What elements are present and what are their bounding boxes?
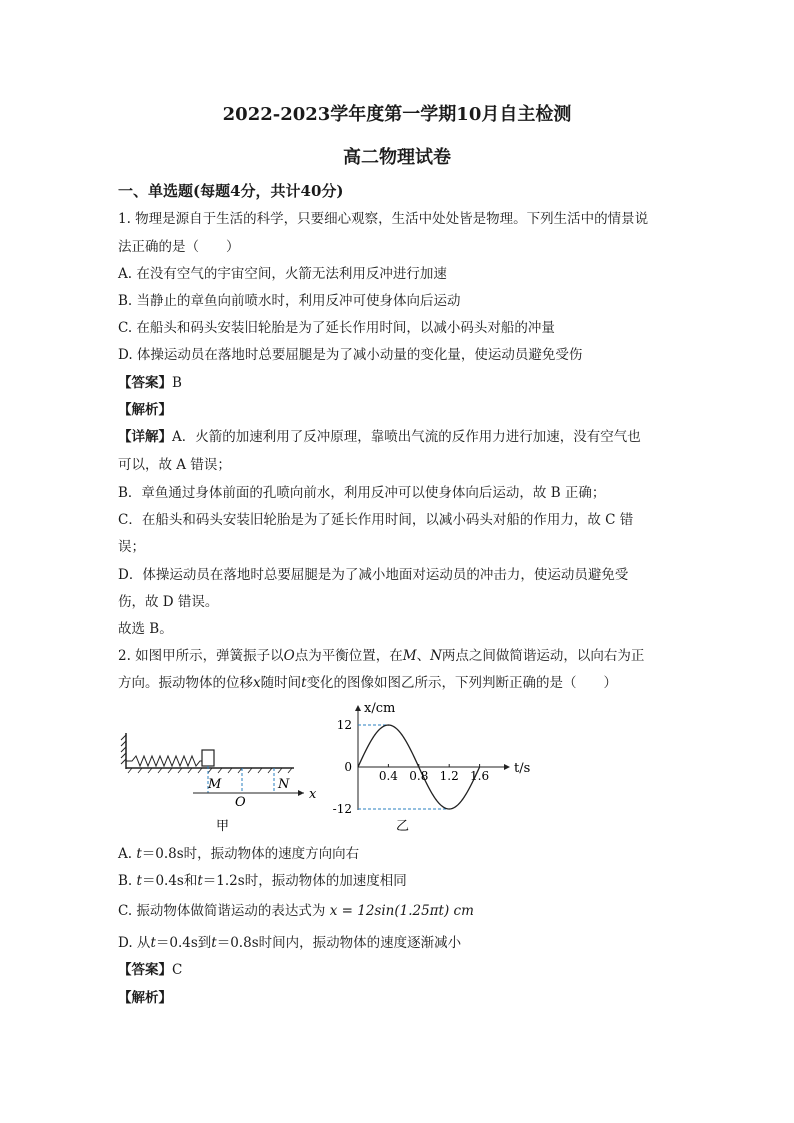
chart-y-tick-label: 12 xyxy=(336,718,352,732)
q2-option-c-formula: x = 12sin(1.25πt) cm xyxy=(329,903,474,919)
caption-jia: 甲 xyxy=(216,819,230,834)
q1-conclusion: 故选 B。 xyxy=(118,621,173,637)
q1-detail-c2: 误； xyxy=(118,539,145,555)
q2-option-d xyxy=(118,934,461,952)
oscillator-block xyxy=(202,750,214,766)
q1-detail-label: 【详解】 xyxy=(118,429,172,445)
chart-point xyxy=(373,737,374,738)
q2-stem-text: 、 xyxy=(416,648,431,664)
q2-option-d-text: ＝0.8s时间内，振动物体的速度逐渐减小 xyxy=(216,935,462,951)
chart-x-tick-label: 0.8 xyxy=(409,769,429,783)
label-m: M xyxy=(208,777,222,792)
q1-stem-line1: 1. 物理是源自于生活的科学，只要细心观察，生活中处处皆是物理。下列生活中的情景说 xyxy=(118,211,649,227)
symbol-t: t xyxy=(197,873,203,889)
q2-option-d-prefix: D. 从 xyxy=(118,935,151,951)
chart-point xyxy=(433,796,434,797)
chart-point xyxy=(403,737,404,738)
q2-stem-text: 方向。振动物体的位移 xyxy=(118,675,253,691)
q1-detail-b: B．章鱼通过身体前面的孔喷向前水，利用反冲可以使身体向后运动，故 B 正确； xyxy=(118,485,606,501)
q2-stem-text: 点为平衡位置，在 xyxy=(294,648,403,664)
q2-option-c-text: C. 振动物体做简谐运动的表达式为 xyxy=(118,903,326,919)
chart-point xyxy=(464,796,465,797)
q1-option-a: A. 在没有空气的宇宙空间，火箭无法利用反冲进行加速 xyxy=(118,266,447,282)
label-x: x xyxy=(309,787,317,802)
q2-stem-text: 变化的图像如图乙所示，下列判断正确的是（ ） xyxy=(306,675,618,691)
chart-ylabel: x/cm xyxy=(364,701,396,716)
q2-stem-line1 xyxy=(118,647,644,665)
q2-option-b xyxy=(118,872,407,890)
q2-option-b-text: ＝1.2s时，振动物体的加速度相同 xyxy=(202,873,407,889)
q1-detail-a2: 可以，故 A 错误； xyxy=(118,457,231,473)
q2-stem-text: 两点之间做简谐运动，以向右为正 xyxy=(441,648,645,664)
q1-detail-d2: 伤，故 D 错误。 xyxy=(118,594,219,610)
q1-answer xyxy=(118,374,182,392)
q2-option-b-prefix: B. xyxy=(118,873,137,889)
q1-answer-value: B xyxy=(172,375,182,391)
q1-stem-line2: 法正确的是（ ） xyxy=(118,239,240,255)
q1-answer-label: 【答案】 xyxy=(118,375,172,391)
q2-option-a xyxy=(118,845,359,863)
symbol-t: t xyxy=(136,873,142,889)
chart-x-tick-label: 1.2 xyxy=(439,769,459,783)
label-o: O xyxy=(235,795,246,810)
chart-y-tick-label: -12 xyxy=(332,802,352,816)
q2-symbol-x: x xyxy=(253,675,261,691)
label-n: N xyxy=(278,777,290,792)
spring xyxy=(126,756,202,766)
chart-x-tick-label: 0.4 xyxy=(378,769,398,783)
q1-detail-a1 xyxy=(118,428,641,446)
q1-option-b: B. 当静止的章鱼向前喷水时，利用反冲可使身体向后运动 xyxy=(118,293,461,309)
q1-analysis-label: 【解析】 xyxy=(118,402,172,418)
exam-subtitle: 高二物理试卷 xyxy=(343,147,451,168)
x-axis-arrow xyxy=(298,790,304,796)
chart-point xyxy=(357,766,358,767)
caption-yi: 乙 xyxy=(396,819,410,834)
chart-y-ticks xyxy=(333,718,352,816)
chart-point xyxy=(449,808,450,809)
symbol-t: t xyxy=(150,935,156,951)
q2-answer xyxy=(118,961,182,979)
q1-detail-a1-text: A．火箭的加速利用了反冲原理，靠喷出气流的反作用力进行加速，没有空气也 xyxy=(172,429,641,445)
q2-option-d-text: ＝0.4s到 xyxy=(155,935,212,951)
q2-option-a-prefix: A. xyxy=(118,846,137,862)
q1-option-c: C. 在船头和码头安装旧轮胎是为了延长作用时间，以减小码头对船的冲量 xyxy=(118,320,555,336)
q1-detail-d1: D．体操运动员在落地时总要屈腿是为了减小地面对运动员的冲击力，使运动员避免受 xyxy=(118,567,629,583)
symbol-t: t xyxy=(211,935,217,951)
exam-title: 2022-2023学年度第一学期10月自主检测 xyxy=(222,104,572,125)
chart-xlabel: t/s xyxy=(514,761,531,776)
q2-symbol-o: O xyxy=(283,648,295,664)
symbol-t: t xyxy=(136,846,142,862)
chart-point xyxy=(388,724,389,725)
section-heading: 一、单选题(每题4分，共计40分) xyxy=(118,182,344,200)
q1-detail-c1: C．在船头和码头安装旧轮胎是为了延长作用时间，以减小码头对船的作用力，故 C 错 xyxy=(118,512,634,528)
q2-figure-svg xyxy=(118,695,538,840)
q2-symbol-m: M xyxy=(402,648,417,664)
q2-symbol-t: t xyxy=(301,675,307,691)
q2-symbol-n: N xyxy=(430,648,442,664)
q2-answer-value: C xyxy=(172,962,183,978)
chart-y-axis-arrow xyxy=(355,705,361,711)
chart-x-tick-label: 1.6 xyxy=(470,769,490,783)
chart-y-tick-label: 0 xyxy=(344,760,352,774)
q2-option-b-text: ＝0.4s和 xyxy=(141,873,198,889)
q2-figures xyxy=(118,695,538,840)
q2-stem-text: 随时间 xyxy=(260,675,302,691)
q2-option-c xyxy=(118,902,474,920)
q2-analysis-label: 【解析】 xyxy=(118,990,172,1006)
figure-jia xyxy=(121,733,317,834)
q2-option-a-text: ＝0.8s时，振动物体的速度方向向右 xyxy=(141,846,360,862)
figure-yi-chart xyxy=(333,701,531,834)
q2-answer-label: 【答案】 xyxy=(118,962,172,978)
q2-stem-line2 xyxy=(118,674,617,692)
chart-x-axis-arrow xyxy=(504,764,510,770)
q2-stem-text: 2. 如图甲所示，弹簧振子以 xyxy=(118,648,284,664)
q1-option-d: D. 体操运动员在落地时总要屈腿是为了减小动量的变化量，使运动员避免受伤 xyxy=(118,347,583,363)
